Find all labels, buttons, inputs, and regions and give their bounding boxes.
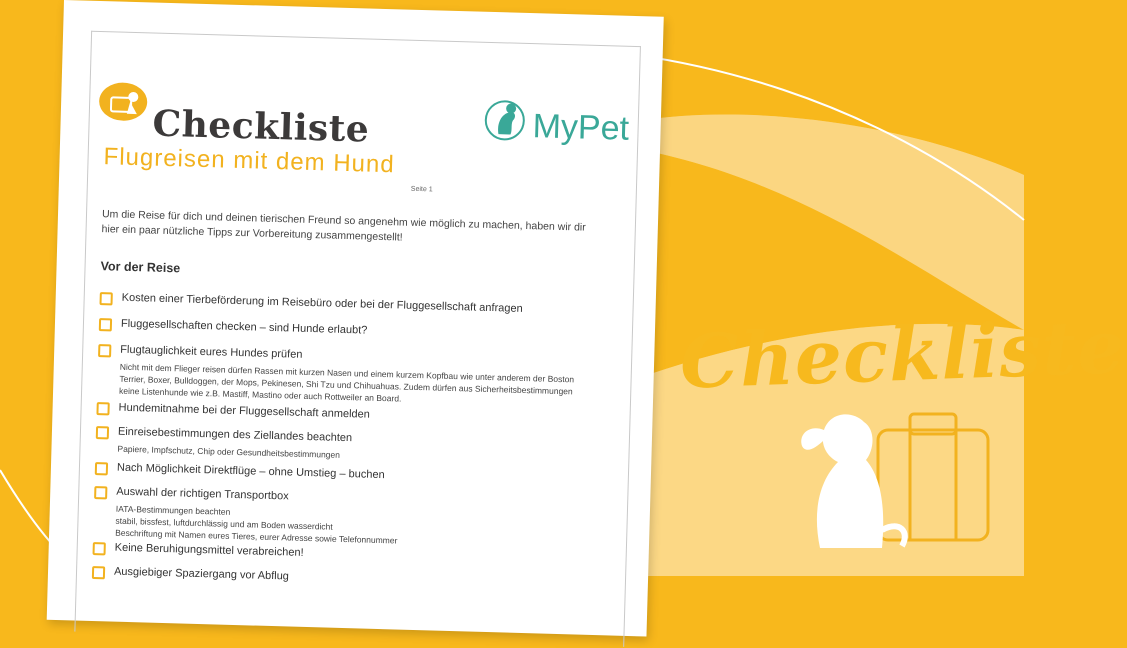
checklist-document — [47, 0, 664, 637]
checkbox[interactable] — [96, 402, 109, 415]
item-label: Auswahl der richtigen Transportbox — [116, 485, 289, 503]
page-label: Seite 1 — [410, 185, 433, 194]
item-note: IATA-Bestimmungen beachten stabil, bissfest, luftdurchlässig und am Boden wasserdicht Beschriftung mit Namen eures Tieres, eurer Adresse sowie Telefonnummer — [115, 503, 398, 546]
document-title: Checkliste — [151, 102, 370, 151]
intro-text: Um die Reise für dich und deinen tierischen Freund so angenehm wie möglich zu machen, haben wir dir hier ein paar nützliche Tipps zur Vorbereitung zusammengestellt! — [101, 208, 586, 244]
item-label: Ausgiebiger Spaziergang vor Abflug — [113, 565, 290, 583]
item-label: Fluggesellschaften checken – sind Hunde erlaubt? — [120, 317, 368, 337]
document-subtitle: Flugreisen mit dem Hund — [103, 143, 396, 179]
item-note: Papiere, Impfschutz, Chip oder Gesundheitsbestimmungen — [117, 443, 341, 460]
travel-dog-logo-icon — [97, 79, 150, 124]
brand-name: MyPet — [532, 107, 630, 148]
checkbox[interactable] — [96, 426, 109, 439]
item-label: Keine Beruhigungsmittel verabreichen! — [114, 541, 304, 559]
checkbox[interactable] — [94, 486, 107, 499]
item-label: Flugtauglichkeit eures Hundes prüfen — [120, 343, 303, 361]
checkbox[interactable] — [92, 566, 105, 579]
item-label: Nach Möglichkeit Direktflüge – ohne Umstieg – buchen — [116, 461, 385, 482]
checkbox[interactable] — [99, 318, 112, 331]
brand-logo — [480, 94, 630, 148]
item-label: Kosten einer Tierbeförderung im Reisebüro oder bei der Fluggesellschaft anfragen — [121, 291, 523, 315]
checkbox[interactable] — [95, 462, 108, 475]
item-label: Hundemitnahme bei der Fluggesellschaft anmelden — [118, 401, 371, 421]
checkbox[interactable] — [98, 344, 111, 357]
checkbox[interactable] — [93, 542, 106, 555]
overlay-title: Checkliste — [678, 304, 1127, 406]
mypet-dog-logo-icon — [480, 94, 529, 143]
item-note: Nicht mit dem Flieger reisen dürfen Rassen mit kurzen Nasen und einem kurzem Kopfbau wie unter anderem der Boston Terrier, Boxer, Bulldoggen, der Mops, Pekinesen, Shi Tzu und Chihuahuas. Zudem dürfen aus Sicherheitsbestimmungen keine Listenhunde wie z.B. Mastiff, Mastino oder auch Rottweiler an Board. — [118, 361, 575, 404]
item-label: Einreisebestimmungen des Ziellandes beachten — [117, 425, 353, 445]
checkbox[interactable] — [99, 292, 112, 305]
dog-suitcase-icon — [790, 400, 1000, 550]
section-title: Vor der Reise — [100, 259, 181, 276]
